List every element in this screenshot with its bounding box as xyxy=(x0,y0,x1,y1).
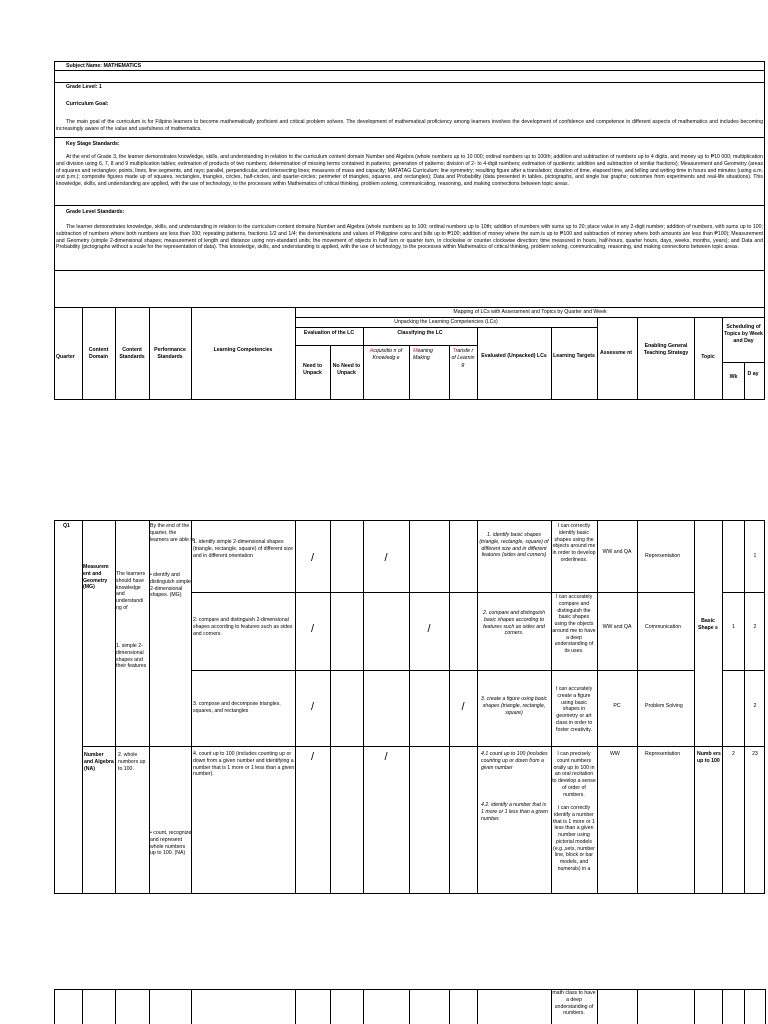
topic-basic-shapes: Basic Shape s xyxy=(698,618,718,631)
day-2: 2 xyxy=(753,624,757,630)
learning-targets-header: Learning Targets xyxy=(553,353,595,359)
transfer-header: Transfe r of Learnin g xyxy=(451,348,475,368)
lc-4: 4. count up to 100 (includes counting up or down from a given number and identifying a number that is 1 more or 1 less than a given number). xyxy=(193,751,295,778)
unpacking-heading: Unpacking the Learning Competencies (LCs) xyxy=(394,319,498,325)
evaluation-heading: Evaluation of the LC xyxy=(303,330,355,336)
evaluated-lc-1: 1. identify basic shapes (triangle, rectangle, square) of different size and in different features (sides and corners) xyxy=(479,532,549,559)
day-header: D ay xyxy=(747,371,759,377)
mg-content-item: 1. simple 2-dimensional shapes and their features xyxy=(116,643,147,670)
evaluated-lcs-header: Evaluated (Unpacked) LCs xyxy=(481,353,547,359)
key-stage-label: Key Stage Standards: xyxy=(66,141,120,147)
need-to-unpack-mark-4: / xyxy=(310,751,315,763)
learning-target-4c: math class to have a deep understanding of numbers. xyxy=(552,990,596,1017)
lc-2: 2. compare and distinguish 2-dimensional shapes according to features such as sides and corners. xyxy=(193,617,293,637)
na-domain-cell: Number and Algebra (NA) xyxy=(84,752,114,772)
evaluated-lc-2: 2. compare and distinguish basic shapes according to features such as sides and corners. xyxy=(483,610,545,637)
learning-target-4b: I can correctly identify a number that is 1 more or 1 less than a given number using pictorial models (e.g.,sets, number line, block or bar models, and numerals) in a xyxy=(553,805,595,872)
assessment-3: PC xyxy=(613,703,621,709)
acquisition-mark-1: / xyxy=(384,552,388,564)
assessment-2: WW and QA xyxy=(602,624,632,630)
grade-level-standards-text: The learner demonstrates knowledge, skills, and understanding in relation to the curriculum content domains Number and Algebra (whole numbers up to 100; ordinal numbers up to 10th; addition of numbers with sums up to 20; place value in any 2-digit number; addition of numbers, with sums up to 100; subtraction of numbers where both numbers are less than 100; repeating patterns, fractions 1/2 and 1/4; the denominations and values of Philippine coins and bills up to ₱100; addition of money where the sum is up to ₱100 and subtraction of money where both amounts are less than ₱100); Measurement and Geometry (simple 2-dimensional shapes; measurement of length and distance using non-standard units; the movement of objects in half turn or quarter turn, in clockwise or counter clockwise direction; time measured in hours, half-hours, quarter hours, days, weeks, months, years); and Data and Probability (pictographs without a scale for the representation of data). This knowledge, skills, and understanding is applied, with the use of technology, to the processes within Mathematics of critical thinking, problem solving, communicating, reasoning, and making connections between topic areas. xyxy=(56,224,763,251)
quarter-cell: Q1 xyxy=(63,523,70,529)
content-standards-header: Content Standards xyxy=(119,347,145,360)
need-to-unpack-mark-3: / xyxy=(310,701,315,713)
performance-standards-header: Performance Standards xyxy=(154,347,186,360)
learning-target-4a: I can precisely count numbers orally up to 100 in an oral recitation to develop a sense of order of numbers. xyxy=(552,751,596,798)
learning-competencies-header: Learning Competencies xyxy=(213,347,273,353)
subject-name: Subject Name: MATHEMATICS xyxy=(66,63,142,69)
need-to-unpack-mark-2: / xyxy=(310,623,315,635)
day-na: 23 xyxy=(752,751,758,757)
performance-standard-intro: By the end of the quarter, the learners are able to xyxy=(150,523,195,543)
assessment-4: WW xyxy=(610,751,620,757)
week-na: 2 xyxy=(732,751,735,757)
classifying-heading: Classifying the LC xyxy=(397,330,443,336)
meaning-making-mark-2: / xyxy=(427,623,431,635)
need-to-unpack-mark-1: / xyxy=(310,552,315,564)
assessment-1: WW and QA xyxy=(602,549,632,555)
learning-target-2: I can accurately compare and distinguish the basic shapes using the objects around me to have a deep understanding of its uses. xyxy=(552,594,596,654)
topic-numbers-up-to-100: Numb ers up to 100 xyxy=(697,751,721,764)
topic-header: Topic xyxy=(701,354,715,360)
no-need-to-unpack-header: No Need to Unpack xyxy=(332,363,361,376)
strategy-4: Representation xyxy=(645,751,681,757)
grade-level: Grade Level: 1 xyxy=(66,84,102,90)
curriculum-goal-text: The main goal of the curriculum is for Filipino learners to become mathematically proficient and critical problem solvers. The development of mathematical proficiency among learners involves the development of confidence and competence in different aspects of mathematics and includes becoming increasingly aware of the value and usefulness of mathematics. xyxy=(56,119,763,132)
evaluated-lc-4b: 4.2. identify a number that is 1 more or 1 less than a given number. xyxy=(481,802,548,822)
lc-3: 3. compose and decompose triangles, squares, and rectangles xyxy=(193,701,281,714)
evaluated-lc-4a: 4.1 count up to 100 (includes counting up or down from a given number xyxy=(481,751,548,771)
mg-domain-cell: Measurem ent and Geometry (MG) xyxy=(83,564,109,591)
meaning-making-header: Meaning Making xyxy=(413,348,433,361)
mg-content-standard: The learners should have knowledge and understandi ng of xyxy=(116,571,146,611)
day-3: 2 xyxy=(753,703,757,709)
na-content-standard: 2. whole numbers up to 100. xyxy=(118,752,146,772)
key-stage-text: At the end of Grade 3, the learner demonstrates knowledge, skills, and understanding in relation to the curriculum content domain Number and Algebra (whole numbers up to 10 000; ordinal numbers up to 100th; addition and subtraction of numbers up to 4 digits, and money up to ₱10 000; multiplication and division using 6, 7, 8 and 9 multiplication tables; estimation of products of two numbers; determination of missing terms contained in patterns; generation of patterns; division of 2- to 4-digit numbers; estimation of quotients; addition and subtraction of similar fractions); Measurement and Geometry (areas of squares and rectangles; points, lines, line segments, and rays; parallel, perpendicular, and intersecting lines; measures of mass and capacity; MATATAG Curriculum: line symmetry; resulting figure after a translation; duration of time, elapsed time, and telling and writing time in hours and minutes (using a.m. and p.m.); composite figures made up of squares, rectangles, triangles, circles, half-circles, and quarter-circles; perimeter of triangles, squares, and rectangles); Data and Probability (data presented in tables, pictographs, and single bar graphs; outcomes from experiments and real-life situations). This knowledge, skills, and understanding are applied, with the use of technology, to the processes within Mathematics of critical thinking, problem solving, communicating, reasoning, and making connections between topic areas. xyxy=(56,154,763,187)
content-domain-header: Content Domain xyxy=(88,347,109,360)
grade-level-standards-label: Grade Level Standards: xyxy=(66,209,125,215)
strategy-3: Problem Solving xyxy=(645,703,683,709)
strategy-1: Representation xyxy=(645,553,681,559)
transfer-mark-3: / xyxy=(461,701,465,713)
acquisition-header: Acquisitio n of Knowledg e xyxy=(369,348,403,361)
acquisition-mark-4: / xyxy=(384,751,388,763)
performance-standard-na: • count, recognize and represent whole numbers up to 100. (NA) xyxy=(150,830,192,857)
day-1: 1 xyxy=(753,553,757,559)
scheduling-header: Scheduling of Topics by Week and Day xyxy=(724,324,763,344)
week-header: Wk xyxy=(729,374,738,380)
performance-standard-mg: • identify and distinguish simple 2-dimensional shapes. (MG) xyxy=(150,572,191,599)
quarter-header: Quarter xyxy=(56,354,75,360)
week-mg: 1 xyxy=(732,624,735,630)
learning-target-1: I can correctly identify basic shapes using the objects around me in order to develop orderliness. xyxy=(552,523,596,563)
learning-target-3: I can accurately create a figure using basic shapes in geometry or art class in order to foster creativity. xyxy=(555,686,593,733)
strategy-2: Communication xyxy=(645,624,682,630)
assessment-header: Assessme nt xyxy=(599,350,632,356)
curriculum-goal-label: Curriculum Goal: xyxy=(66,101,109,107)
need-to-unpack-header: Need to Unpack xyxy=(302,363,323,376)
enabling-strategy-header: Enabling General Teaching Strategy xyxy=(643,343,689,356)
mapping-heading: Mapping of LCs with Assessment and Topics by Quarter and Week xyxy=(453,309,607,315)
evaluated-lc-3: 3. create a figure using basic shapes (triangle, rectangle, square) xyxy=(480,696,548,716)
lc-1: 1. identify simple 2-dimensional shapes (triangle, rectangle, square) of different size and in different orientation xyxy=(193,539,293,559)
